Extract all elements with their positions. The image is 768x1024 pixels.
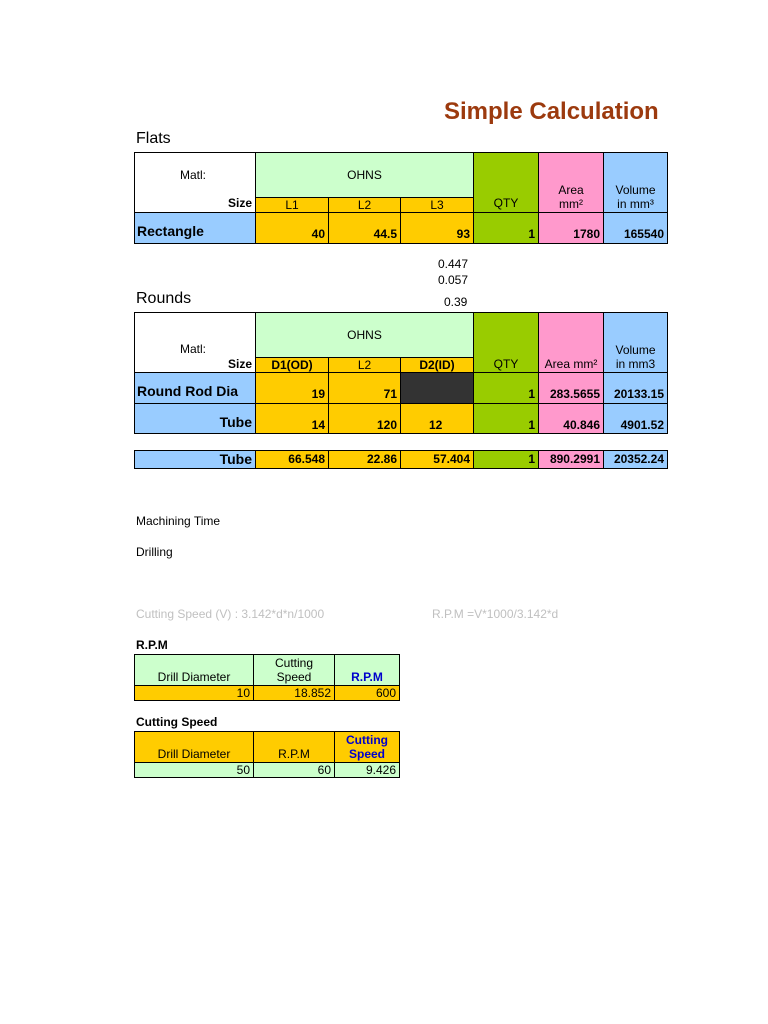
- rounds-row-1-l2[interactable]: 71: [328, 372, 401, 404]
- flats-col-l1: L1: [255, 197, 329, 213]
- flats-area-value: 1780: [538, 212, 604, 244]
- cs-col-cutting-speed: [334, 731, 400, 763]
- rounds-size-label: Size: [227, 357, 252, 371]
- flats-l3-value[interactable]: 93: [400, 212, 474, 244]
- page-title: Simple Calculation: [444, 98, 659, 125]
- flats-heading: Flats: [136, 130, 171, 147]
- rounds-row-2-d1[interactable]: 14: [255, 403, 329, 434]
- rounds-matl-cell: [134, 312, 256, 373]
- cs-table-heading: Cutting Speed: [136, 715, 218, 729]
- rounds-row-1-d2-disabled: [400, 372, 474, 404]
- flats-volume-value: 165540: [603, 212, 668, 244]
- flats-l2-value[interactable]: 44.5: [328, 212, 401, 244]
- rounds-col-volume: [603, 312, 668, 373]
- flats-col-area-line2: mm²: [559, 197, 583, 211]
- cs-col-cs-line2: Speed: [348, 747, 385, 761]
- cs-result-value: 9.426: [334, 762, 400, 778]
- rpm-col-cutting-speed: [253, 654, 335, 686]
- rpm-col-drill: Drill Diameter: [134, 654, 254, 686]
- rounds-row-1-label: Round Rod Dia: [134, 372, 256, 404]
- floating-value-1: 0.447: [438, 257, 469, 271]
- floating-value-2: 0.057: [438, 273, 469, 287]
- rounds-row-1-d1[interactable]: 19: [255, 372, 329, 404]
- rounds-row-2-volume: 4901.52: [603, 403, 668, 434]
- rounds-row-2-d2[interactable]: 12: [400, 403, 474, 434]
- rounds-col-area: Area mm²: [538, 312, 604, 373]
- flats-col-area: [538, 152, 604, 213]
- flats-col-qty: QTY: [473, 152, 539, 213]
- extra-row-d1[interactable]: 66.548: [255, 450, 329, 469]
- flats-col-l3: L3: [400, 197, 474, 213]
- flats-matl-label: Matl:: [180, 168, 207, 182]
- rounds-col-l2: L2: [328, 357, 401, 373]
- extra-row-area: 890.2991: [538, 450, 604, 469]
- extra-row-label: Tube: [134, 450, 256, 469]
- flats-material-cell[interactable]: OHNS: [255, 152, 474, 198]
- flats-row-label: Rectangle: [134, 212, 256, 244]
- rpm-col-cs-line2: Speed: [276, 670, 312, 684]
- rounds-col-qty: QTY: [473, 312, 539, 373]
- flats-col-area-line1: Area: [558, 183, 584, 197]
- flats-col-volume-line2: in mm³: [617, 197, 654, 211]
- extra-row-qty[interactable]: 1: [473, 450, 539, 469]
- extra-row-l2[interactable]: 22.86: [328, 450, 401, 469]
- flats-col-volume: [603, 152, 668, 213]
- floating-value-3: 0.39: [444, 295, 468, 309]
- rounds-matl-label: Matl:: [180, 342, 207, 356]
- rounds-row-1-area: 283.5655: [538, 372, 604, 404]
- cs-col-cs-line1: Cutting: [346, 733, 388, 747]
- rounds-col-volume-line1: Volume: [615, 343, 656, 357]
- rpm-cutting-speed-value[interactable]: 18.852: [253, 685, 335, 701]
- cs-col-drill: Drill Diameter: [134, 731, 254, 763]
- extra-row-volume: 20352.24: [603, 450, 668, 469]
- rounds-row-2-l2[interactable]: 120: [328, 403, 401, 434]
- rounds-row-1-volume: 20133.15: [603, 372, 668, 404]
- machining-time-label: Machining Time: [136, 514, 221, 528]
- cs-col-rpm: R.P.M: [253, 731, 335, 763]
- rounds-row-2-qty[interactable]: 1: [473, 403, 539, 434]
- cs-rpm-value[interactable]: 60: [253, 762, 335, 778]
- rpm-table-heading: R.P.M: [136, 638, 168, 652]
- rounds-row-1-qty[interactable]: 1: [473, 372, 539, 404]
- rounds-col-d1: D1(OD): [255, 357, 329, 373]
- rounds-col-volume-line2: in mm3: [615, 357, 656, 371]
- extra-row-d2[interactable]: 57.404: [400, 450, 474, 469]
- rpm-formula: R.P.M =V*1000/3.142*d: [432, 607, 559, 621]
- flats-l1-value[interactable]: 40: [255, 212, 329, 244]
- cutting-speed-formula: Cutting Speed (V) : 3.142*d*n/1000: [136, 607, 325, 621]
- rounds-material-cell[interactable]: OHNS: [255, 312, 474, 358]
- rpm-drill-value[interactable]: 10: [134, 685, 254, 701]
- rounds-row-2-label: Tube: [134, 403, 256, 434]
- flats-col-l2: L2: [328, 197, 401, 213]
- rounds-col-d2: D2(ID): [400, 357, 474, 373]
- flats-size-label: Size: [227, 196, 252, 210]
- rpm-col-cs-line1: Cutting: [274, 656, 314, 670]
- rounds-row-2-area: 40.846: [538, 403, 604, 434]
- flats-matl-cell: [134, 152, 256, 213]
- rounds-heading: Rounds: [136, 290, 192, 307]
- flats-col-volume-line1: Volume: [615, 183, 656, 197]
- rpm-result-value: 600: [334, 685, 400, 701]
- flats-qty-value[interactable]: 1: [473, 212, 539, 244]
- drilling-label: Drilling: [136, 545, 173, 559]
- cs-drill-value[interactable]: 50: [134, 762, 254, 778]
- rpm-col-rpm: R.P.M: [334, 654, 400, 686]
